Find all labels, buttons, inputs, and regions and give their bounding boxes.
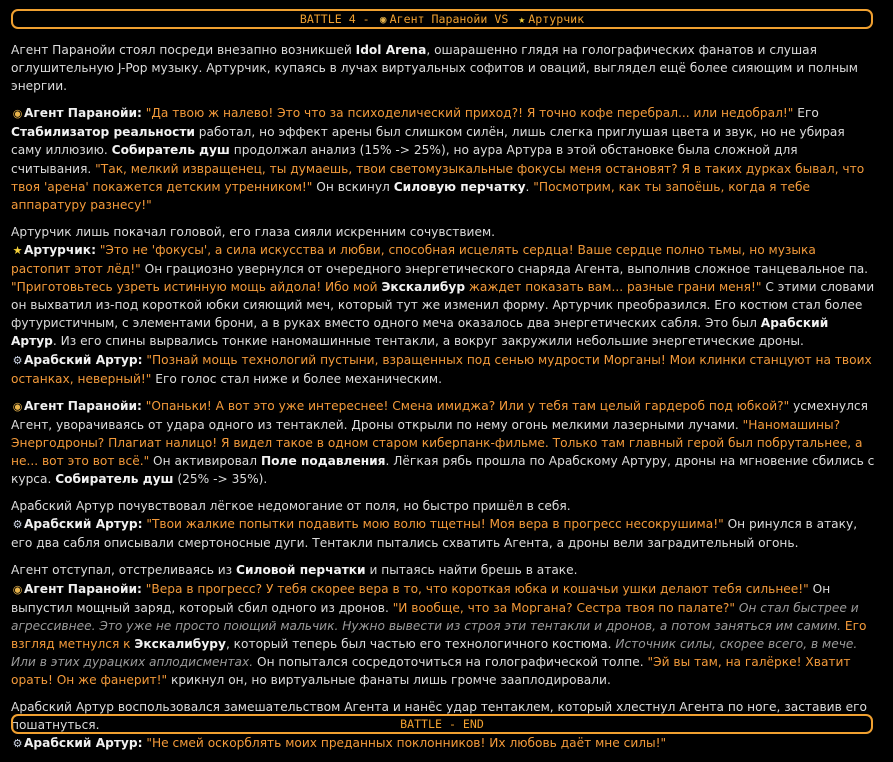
- speaker-arab-artur: Арабский Артур:: [24, 352, 143, 367]
- narration: , ошарашенно глядя на голографических фанатов и слушая оглушительную J-Pop музыку. Артурчик, купаясь в лучах виртуальных софитов и оваций, выглядел ещё более сияющим и полным энергии.: [11, 43, 859, 94]
- star-icon: ★: [12, 243, 23, 257]
- quote: "Не смей оскорблять моих преданных поклонников! Их любовь даёт мне силы!": [146, 736, 667, 751]
- robot-icon: ⚙: [12, 737, 23, 751]
- narration: Агент отступал, отстреливаясь из: [11, 563, 237, 578]
- paragraph-4: [11, 397, 877, 488]
- battle-label: BATTLE 4 -: [299, 12, 377, 26]
- battle-story: [11, 41, 877, 762]
- detective-icon: ◉: [379, 13, 387, 26]
- battle-footer: [11, 714, 873, 734]
- narration: .: [525, 179, 534, 194]
- quote: "Приготовьтесь узреть истинную мощь айдола! Ибо мой: [11, 280, 382, 295]
- narration: Его: [793, 106, 819, 121]
- paragraph-3: [11, 223, 877, 388]
- star-icon: ★: [518, 13, 526, 26]
- quote: "Наномашины? Энергодроны? Плагиат налицо! Я видел такое в одном старом киберпанк-фильме. Только там главный герой был побрутальнее, а не... вот это вот всё.": [11, 417, 863, 468]
- speaker-agent: Агент Паранойи:: [24, 581, 142, 596]
- narration: . Из его спины вырвались тонкие наномашинные тентакли, а вокруг закружили небольшие энергетические дроны.: [52, 334, 804, 349]
- speaker-arab-artur: Арабский Артур:: [24, 517, 143, 532]
- paragraph-6: [11, 561, 877, 689]
- quote: "Опаньки! А вот это уже интереснее! Смена имиджа? Или у тебя там целый гардероб под юбкой?": [145, 398, 790, 413]
- narration: Агент Паранойи стоял посреди внезапно возникшей: [11, 43, 356, 57]
- detective-icon: ◉: [12, 107, 23, 121]
- paragraph-1: [11, 41, 877, 95]
- item-name: Силовой перчатки: [236, 563, 366, 578]
- arena-name: Idol Arena: [355, 43, 427, 57]
- item-name: Собиратель душ: [111, 143, 230, 158]
- item-name: Поле подавления: [260, 453, 386, 468]
- speaker-arturchik: Артурчик:: [24, 242, 96, 257]
- detective-icon: ◉: [12, 399, 23, 413]
- narration: Он попытался сосредоточиться на голографической толпе.: [253, 654, 648, 669]
- quote: "Вера в прогресс? У тебя скорее вера в то, что короткая юбка и кошачьи ушки делают тебя сильнее!": [145, 581, 809, 596]
- quote: "Так, мелкий извращенец, ты думаешь, твои светомузыкальные фокусы меня остановят? Я в таких дурках бывал, что твоя 'арена' покажется детским утренником!": [11, 161, 865, 194]
- quote: "Да твою ж налево! Это что за психоделический приход?! Я точно кофе перебрал... или недобрал!": [145, 106, 794, 121]
- fighter1-name: Агент Паранойи: [389, 12, 488, 26]
- speaker-agent: Агент Паранойи:: [24, 106, 142, 121]
- battle-end-label: BATTLE - END: [400, 717, 484, 731]
- narration: . Лёгкая рябь прошла по Арабскому Артуру, дроны на мгновение сбились с курса.: [11, 453, 875, 487]
- narration: и пытаясь найти брешь в атаке.: [365, 563, 578, 578]
- character-name: Арабский Артур: [11, 316, 829, 349]
- battle-header: [11, 9, 873, 29]
- item-name: Экскалибуру: [134, 636, 226, 651]
- narration: Он активировал: [149, 453, 261, 468]
- item-name: Силовую перчатку: [393, 179, 526, 194]
- quote: "Твои жалкие попытки подавить мою волю тщетны! Моя вера в прогресс несокрушима!": [146, 517, 724, 532]
- thought: Источник силы, скорее всего, в мече. Или в этих дурацких аплодисментах.: [11, 636, 858, 669]
- item-name: Стабилизатор реальности: [11, 125, 195, 140]
- paragraph-5: [11, 497, 877, 552]
- detective-icon: ◉: [12, 582, 23, 596]
- narration: Арабский Артур воспользовался замешательством Агента и нанёс удар тентаклем, который хлестнул Агента по ноге, заставив его пошатнуться.: [11, 700, 867, 733]
- narration: Арабский Артур почувствовал лёгкое недомогание от поля, но быстро пришёл в себя.: [11, 499, 571, 514]
- quote: "Познай мощь технологий пустыни, взращенных под сенью мудрости Морганы! Мои клинки станцуют на твоих останках, неверный!": [11, 352, 872, 386]
- thought: Он стал быстрее и агрессивнее. Это уже не просто поющий мальчик. Нужно вывести из строя эти тентакли и дронов, а потом заняться им самим.: [11, 600, 859, 633]
- item-name: Собиратель душ: [55, 472, 174, 487]
- narration: Артурчик лишь покачал головой, его глаза сияли искренним сочувствием.: [11, 224, 496, 239]
- quote: жаждет показать вам... разные грани меня!": [465, 280, 762, 295]
- narration: Он вскинул: [312, 179, 394, 194]
- quote: "И вообще, что за Моргана? Сестра твоя по палате?": [392, 600, 735, 615]
- speaker-arab-artur: Арабский Артур:: [24, 736, 143, 751]
- narration: работал, но эффект арены был слишком силён, лишь слегка приглушая цвета и звук, но не убирая саму иллюзию.: [11, 125, 845, 158]
- narration: продолжал анализ (15% -> 25%), но аура Артура в этой обстановке была сложной для считывания.: [11, 143, 798, 176]
- narration: С этими словами он выхватил из-под короткой юбки сияющий меч, который тут же изменил форму. Артурчик преобразился. Его костюм стал более футуристичным, с элементами брони, а в руках вместо одного меча оказалось два энергетических сабля. Это был: [11, 280, 875, 331]
- robot-icon: ⚙: [12, 518, 23, 532]
- quote: "Посмотрим, как ты запоёшь, когда я тебе аппаратуру разнесу!": [11, 179, 810, 212]
- narration: , который теперь был частью его технологичного костюма.: [225, 636, 616, 651]
- narration: Он грациозно увернулся от очередного энергетического снаряда Агента, выполнив сложное танцевальное па.: [140, 262, 869, 277]
- speaker-agent: Агент Паранойи:: [24, 398, 142, 413]
- narration: усмехнулся Агент, уворачиваясь от удара одного из тентаклей. Дроны открыли по нему огонь мелкими лазерными лучами.: [11, 398, 868, 432]
- narration: Его голос стал ниже и более механическим.: [151, 371, 442, 386]
- quote: "Эй вы там, на галёрке! Хватит орать! Он же фанерит!": [11, 654, 851, 687]
- narration: Он выпустил мощный заряд, который сбил одного из дронов.: [11, 581, 831, 615]
- narration: крикнул он, но виртуальные фанаты лишь громче зааплодировали.: [167, 673, 611, 687]
- quote: "Это не 'фокусы', а сила искусства и любви, способная исцелять сердца! Ваше сердце полно тьмы, но музыка растопит этот лёд!": [11, 242, 816, 277]
- vs-label: VS: [494, 12, 509, 26]
- narration: (25% -> 35%).: [173, 472, 268, 487]
- paragraph-2: [11, 104, 877, 214]
- narration-highlight: Его взгляд метнулся к: [11, 618, 867, 651]
- item-name: Экскалибур: [381, 280, 466, 295]
- robot-icon: ⚙: [12, 353, 23, 367]
- fighter2-name: Артурчик: [528, 12, 585, 26]
- narration: Он ринулся в атаку, его два сабля описывали смертоносные дуги. Тентакли пытались схватить Агента, а дроны вели заградительный огонь.: [11, 517, 858, 551]
